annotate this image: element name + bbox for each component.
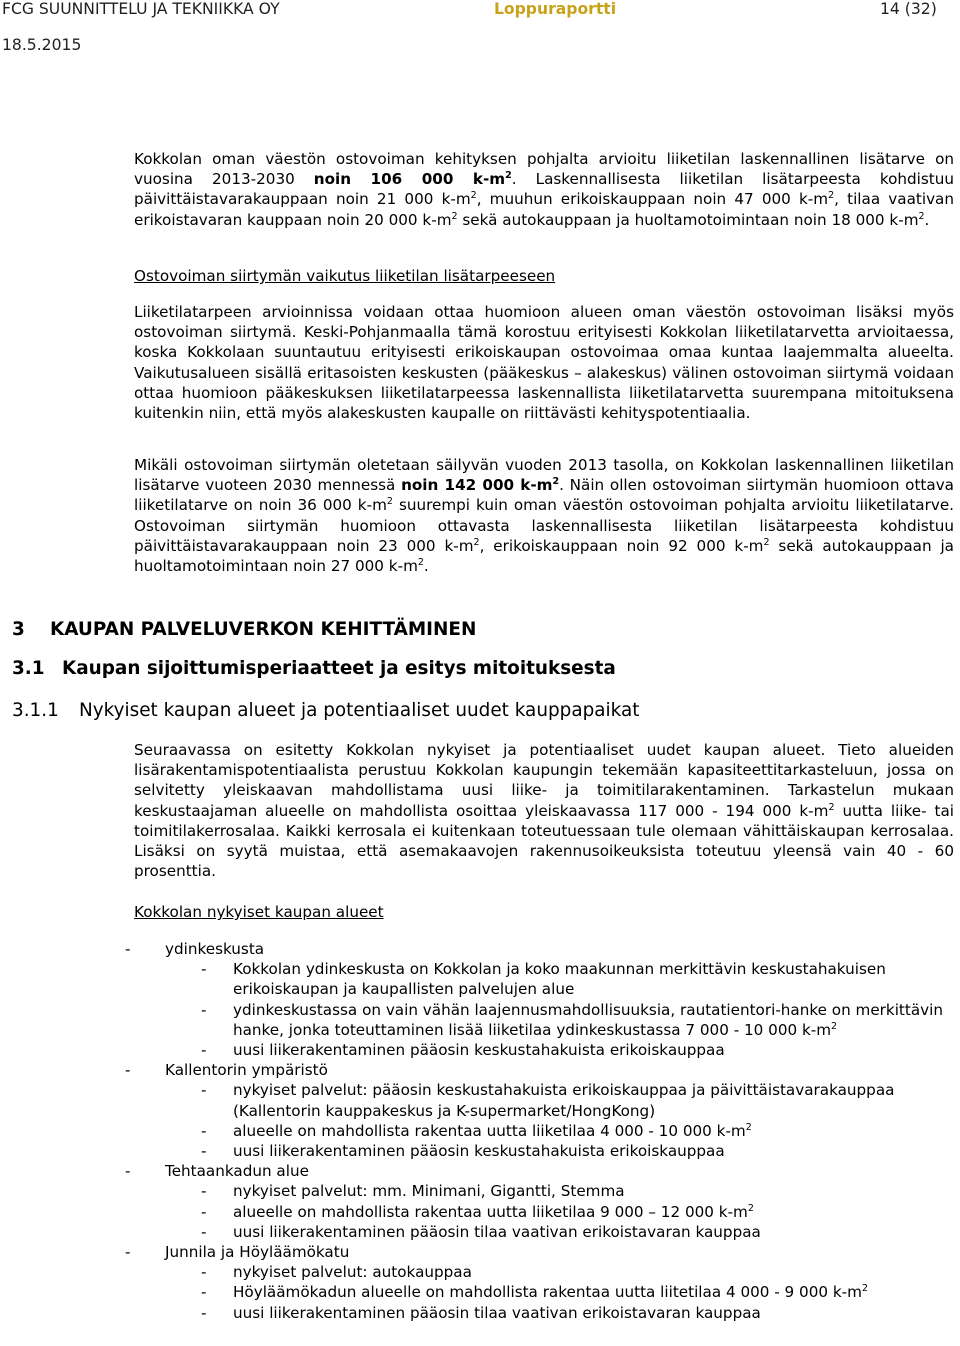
paragraph-own-population: Kokkolan oman väestön ostovoiman kehityksen pohjalta arvioitu liiketilan laskennallinen lisätarve on vuosina 2013-2030 noin 106 000 $k-m^2$. Laskennallisesta liiketilan lisätarpeesta kohdistuu päivittäistavarakauppaan noin 21 000 $k-m^2$, muuhun erikoiskauppaan noin 47 000 $k-m^2$, tilaa vaativan erikoistavaran kauppaan noin 20 000 $k-m^2$ sekä autokauppaan ja huoltamotoimintaan noin 18 000 $k-m^2$. — [134, 150, 954, 229]
list-subitem: - uusi liikerakentaminen pääosin keskustahakuista erikoiskauppaa — [201, 1142, 725, 1161]
paragraph-shift-estimate: Mikäli ostovoiman siirtymän oletetaan säilyvän vuoden 2013 tasolla, on Kokkolan laskennallinen liiketilan lisätarve vuoteen 2030 mennessä noin 142 000 $k-m^2$. Näin ollen ostovoiman siirtymän huomioon ottava liiketilatarve on noin 36 000 $k-m^2$ suurempi kuin oman väestön ostovoiman pohjalta arvioitu liiketilatarve. Ostovoiman siirtymän huomioon ottavasta laskennallisesta liiketilan lisätarpeesta kohdistuu päivittäistavarakauppaan noin 23 000 $k-m^2$, erikoiskauppaan noin 92 000 $k-m^2$ sekä autokauppaan ja huoltamotoimintaan noin 27 000 $k-m^2$. — [134, 456, 955, 576]
document-date: 18.5.2015 — [2, 36, 82, 54]
heading-section-3-1: 3.1 Kaupan sijoittumisperiaatteet ja esitys mitoituksesta — [12, 658, 616, 679]
page-number: 14 (32) — [880, 0, 937, 18]
list-subitem: - uusi liikerakentaminen pääosin tilaa vaativan erikoistavaran kauppaa — [201, 1222, 761, 1241]
list-subitem: - nykyiset palvelut: autokauppaa — [201, 1263, 472, 1282]
heading-section-3: 3 KAUPAN PALVELUVERKON KEHITTÄMINEN — [12, 619, 477, 640]
company-name: FCG SUUNNITTELU JA TEKNIIKKA OY — [2, 0, 280, 18]
list-item: - Tehtaankadun alue — [125, 1162, 309, 1181]
subheading-purchasing-power-shift: Ostovoiman siirtymän vaikutus liiketilan lisätarpeeseen — [134, 267, 556, 285]
list-item: - ydinkeskusta — [125, 940, 265, 958]
paragraph-purchasing-power-shift: Liiketilatarpeen arvioinnissa voidaan ottaa huomioon alueen oman väestön ostovoiman lisäksi myös ostovoiman siirtymä. Keski-Pohjanmaalla tämä korostuu erityisesti Kokkolan liiketilatarvetta arvioitaessa, koska Kokkolaan suuntautuu erityisesti erikoiskaupan ostovoimaa omaa kuntaa laajemmalta alueelta. Vaikutusalueen sisällä eritasoisten keskusten (pääkeskus – alakeskus) välinen ostovoiman siirtymä voidaan ottaa huomioon pääkeskuksen liiketilatarpeessa laskennallista liiketilatarvetta suurempana mitoituksena kuitenkin niin, että myös alakeskusten kaupalle on riittävästi kehityspotentiaalia. — [134, 303, 954, 423]
list-subitem: - uusi liikerakentaminen pääosin keskustahakuista erikoiskauppaa — [201, 1041, 725, 1060]
subheading-current-areas: Kokkolan nykyiset kaupan alueet — [134, 903, 384, 921]
list-subitem: - uusi liikerakentaminen pääosin tilaa vaativan erikoistavaran kauppaa — [201, 1303, 761, 1322]
list-subitem: - ydinkeskustassa on vain vähän laajennusmahdollisuuksia, rautatientori-hanke on merkittävin hanke, jonka toteuttaminen lisää liiketilaa ydinkeskustassa 7 000 - 10 000 $k-m^2$ — [201, 1000, 943, 1039]
list-item: - Junnila ja Höyläämökatu — [125, 1243, 350, 1262]
list-subitem: - nykyiset palvelut: mm. Minimani, Gigantti, Stemma — [201, 1182, 625, 1201]
list-subitem: - alueelle on mahdollista rakentaa uutta liiketilaa 4 000 - 10 000 $k-m^2$ — [201, 1121, 752, 1140]
paragraph-current-areas-intro: Seuraavassa on esitetty Kokkolan nykyiset ja potentiaaliset uudet kaupan alueet. Tieto alueiden lisärakentamispotentiaalista perustuu Kokkolan kaupungin tekemään kapasiteettitarkasteluun, jossa on selvitetty yleiskaavan mahdollistama uusi liike- ja toimitilarakentaminen. Tarkastelun mukaan keskustaajaman alueelle on mahdollista osoittaa yleiskaavassa 117 000 - 194 000 $k-m^2$ uutta liike- tai toimitilakerrosalaa. Kaikki kerrosala ei kuitenkaan toteutuessaan tule olemaan vähittäiskaupan kerrosalaa. Lisäksi on syytä muistaa, että asemakaavojen rakennusoikeuksista toteutuu yleensä vain 40 - 60 prosenttia. — [134, 741, 954, 881]
area-list — [125, 939, 955, 1323]
list-subitem: - nykyiset palvelut: pääosin keskustahakuista erikoiskauppaa ja päivittäistavarakauppaa (Kallentorin kauppakeskus ja K-supermarket/HongKong) — [201, 1081, 895, 1120]
list-subitem: - alueelle on mahdollista rakentaa uutta liiketilaa 9 000 – 12 000 $k-m^2$ — [201, 1202, 754, 1221]
list-subitem: - Höyläämökadun alueelle on mahdollista rakentaa uutta liitetilaa 4 000 - 9 000 $k-m^2$ — [201, 1283, 868, 1302]
list-subitem: - Kokkolan ydinkeskusta on Kokkolan ja koko maakunnan merkittävin keskustahakuisen erikoiskaupan ja kaupallisten palvelujen alue — [201, 960, 886, 999]
list-item: - Kallentorin ympäristö — [125, 1061, 328, 1080]
heading-section-3-1-1: 3.1.1 Nykyiset kaupan alueet ja potentiaaliset uudet kauppapaikat — [12, 700, 640, 721]
document-title: Loppuraportti — [494, 0, 617, 18]
